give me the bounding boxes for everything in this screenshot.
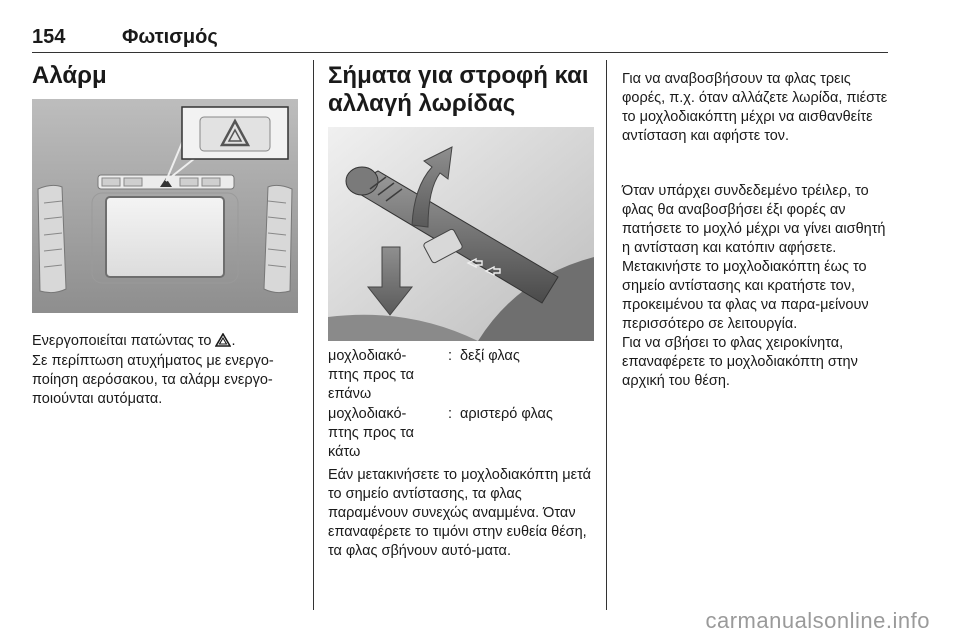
header-divider [32, 52, 888, 53]
alarm-activation-text [32, 332, 300, 351]
definition-row-down [328, 405, 608, 463]
lane-change-text: Για να αναβοσβήσουν τα φλας τρεις φορές, π.χ. όταν αλλάζετε λωρίδα, πιέστε το μοχλοδιακόπτη μέχρι να αισθανθείτε αντίσταση και αφήστε τον. [622, 71, 888, 144]
turn-signal-heading [328, 62, 598, 118]
definition-description: αριστερό φλας [460, 406, 553, 422]
hold-lever-text: Μετακινήστε το μοχλοδιακόπτη έως το σημείο αντίστασης και κρατήστε τον, προκειμένου τα φλας να παρα-μείνουν περισσότερο σε λειτουργία. [622, 259, 869, 332]
page-header [32, 22, 888, 52]
lever-direction-table [328, 347, 608, 463]
column-divider-left [313, 60, 314, 610]
definition-row-up [328, 347, 608, 405]
watermark: carmanualsonline.info [705, 608, 930, 633]
definition-description: δεξί φλας [460, 348, 520, 364]
column-divider-right [606, 60, 607, 610]
turn-signal-lever-figure [328, 127, 594, 341]
hazard-dashboard-figure [32, 99, 298, 313]
section-title: Φωτισμός [122, 26, 218, 48]
manual-off-text: Για να σβήσει το φλας χειροκίνητα, επαναφέρετε το μοχλοδιακόπτη στην αρχική του θέση. [622, 335, 858, 389]
definition-term: μοχλοδιακό-πτης προς τα επάνω [328, 348, 415, 402]
persistent-signal-text: Εάν μετακινήσετε το μοχλοδιακόπτη μετά το σημείο αντίστασης, τα φλας παραμένουν συνεχώς αναμμένα. Όταν επαναφέρετε το τιμόνι στην ευθεία θέση, τα φλας σβήνουν αυτό-ματα. [328, 467, 591, 559]
definition-term: μοχλοδιακό-πτης προς τα κάτω [328, 406, 415, 460]
trailer-signal-text: Όταν υπάρχει συνδεδεμένο τρέιλερ, το φλας θα αναβοσβήσει έξι φορές αν πατήσετε το μοχλό μέχρι να γίνει αισθητή η αντίσταση και κατόπιν αφήσετε. [622, 183, 886, 256]
turn-signal-heading-line1: Σήματα για στροφή και [328, 62, 589, 89]
airbag-alarm-text: Σε περίπτωση ατυχήματος με ενεργο-ποίηση αερόσακου, τα αλάρμ ενεργο-ποιούνται αυτόματα. [32, 353, 274, 407]
definition-colon: : [448, 406, 453, 422]
definition-colon: : [448, 348, 453, 364]
alarm-heading: Αλάρμ [32, 62, 107, 89]
page-number: 154 [32, 26, 66, 48]
alarm-activation-suffix: . [231, 333, 236, 349]
alarm-activation-prefix: Ενεργοποιείται πατώντας το [32, 333, 212, 349]
hazard-warning-icon [215, 333, 231, 347]
turn-signal-heading-line2: αλλαγή λωρίδας [328, 90, 516, 117]
